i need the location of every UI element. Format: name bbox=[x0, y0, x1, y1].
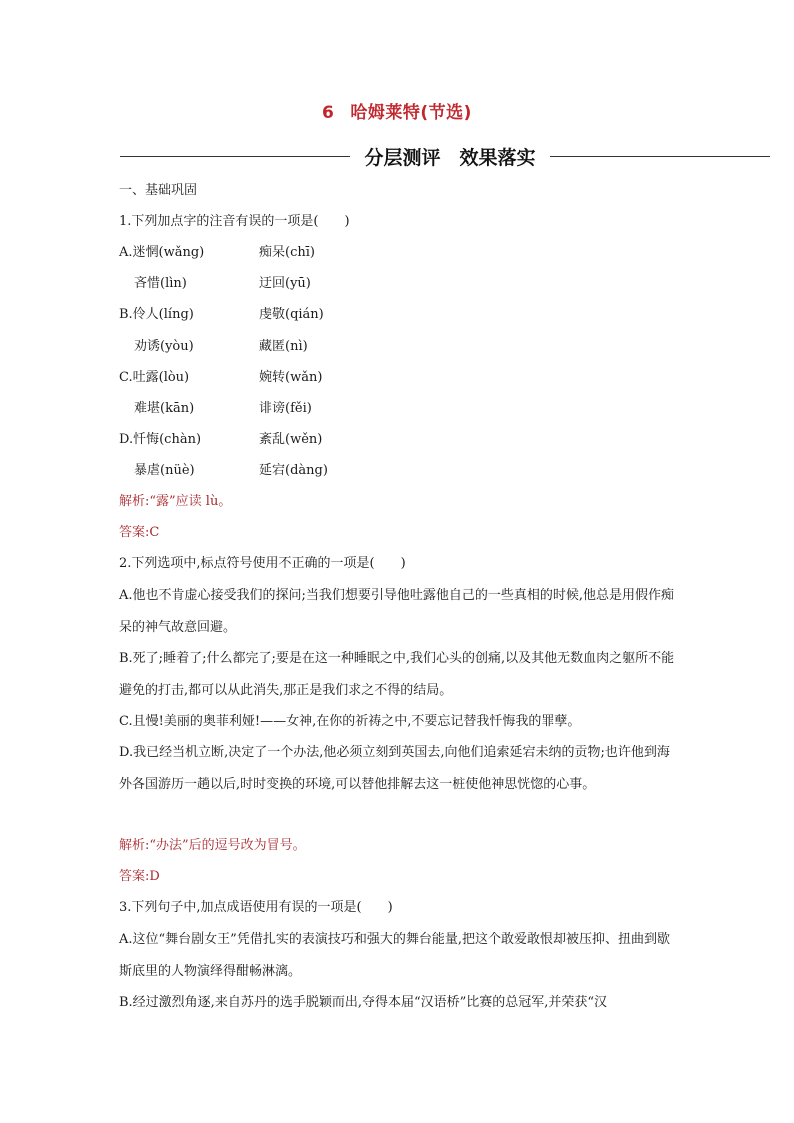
q2-option-a: A.他也不肯虚心接受我们的探问;当我们想要引导他吐露他自己的一些真相的时候,他总是用假作痴呆的神气故意回避。 bbox=[119, 588, 675, 635]
q1-option: 痴呆(chī) bbox=[259, 245, 315, 260]
lesson-title: 哈姆莱特(节选) bbox=[350, 103, 472, 123]
q1-answer: 答案:C bbox=[119, 525, 160, 540]
q2-analysis: 解析:“办法”后的逗号改为冒号。 bbox=[119, 838, 306, 853]
q3-stem: 3.下列句子中,加点成语使用有误的一项是( ) bbox=[119, 900, 393, 915]
q3-option-b: B.经过激烈角逐,来自苏丹的选手脱颖而出,夺得本届“汉语桥”比赛的总冠军,并荣获“汉 bbox=[119, 995, 608, 1010]
q1-option: 紊乱(wěn) bbox=[259, 432, 323, 447]
q1-option: 暴虐(nüè) bbox=[134, 463, 195, 478]
q1-row-b2 bbox=[134, 337, 308, 357]
q1-row-d2 bbox=[134, 461, 328, 481]
q1-option: C.吐露(lòu) bbox=[119, 370, 190, 385]
q1-option: 延宕(dàng) bbox=[259, 463, 328, 478]
q1-row-b1 bbox=[119, 305, 324, 325]
q1-option: 劝诱(yòu) bbox=[134, 339, 194, 354]
q1-option: 难堪(kān) bbox=[134, 401, 195, 416]
q1-option: 迂回(yū) bbox=[259, 276, 311, 291]
q1-row-c1 bbox=[119, 368, 323, 388]
q1-option: A.迷惘(wǎng) bbox=[119, 245, 205, 260]
lesson-number: 6 bbox=[322, 103, 335, 123]
q1-option: 藏匿(nì) bbox=[259, 339, 308, 354]
q2-option-b: B.死了;睡着了;什么都完了;要是在这一种睡眠之中,我们心头的创痛,以及其他无数血肉之躯所不能避免的打击,都可以从此消失,那正是我们求之不得的结局。 bbox=[119, 651, 675, 698]
q1-stem: 1.下列加点字的注音有误的一项是( ) bbox=[119, 214, 350, 229]
q2-option-d: D.我已经当机立断,决定了一个办法,他必须立刻到英国去,向他们追索延宕未纳的贡物;也许他到海外各国游历一趟以后,时时变换的环境,可以替他排解去这一桩使他神思恍惚的心事。 bbox=[119, 745, 670, 792]
q3-option-a: A.这位“舞台剧女王”凭借扎实的表演技巧和强大的舞台能量,把这个敢爱敢恨却被压抑、扭曲到歇斯底里的人物演绎得酣畅淋漓。 bbox=[119, 932, 670, 979]
q1-option: 吝惜(lìn) bbox=[134, 276, 187, 291]
q1-option: D.忏悔(chàn) bbox=[119, 432, 202, 447]
q1-analysis: 解析:“露”应读 lù。 bbox=[119, 494, 232, 509]
q1-row-c2 bbox=[134, 399, 312, 419]
section-banner bbox=[120, 143, 770, 171]
q2-answer: 答案:D bbox=[119, 869, 160, 884]
q1-row-a1 bbox=[119, 243, 315, 263]
q1-option: B.伶人(líng) bbox=[119, 307, 194, 322]
banner-rule-right bbox=[550, 156, 770, 157]
q1-option: 诽谤(fěi) bbox=[259, 401, 312, 416]
q2-stem: 2.下列选项中,标点符号使用不正确的一项是( ) bbox=[119, 556, 406, 571]
section-heading: 一、基础巩固 bbox=[119, 183, 198, 198]
q2-option-c: C.且慢!美丽的奥菲利娅!——女神,在你的祈祷之中,不要忘记替我忏悔我的罪孽。 bbox=[119, 714, 581, 729]
page-title bbox=[0, 98, 794, 123]
banner-label: 分层测评 效果落实 bbox=[364, 147, 536, 169]
q1-option: 婉转(wǎn) bbox=[259, 370, 323, 385]
q1-row-a2 bbox=[134, 274, 311, 294]
banner-rule-left bbox=[120, 156, 350, 157]
q1-option: 虔敬(qián) bbox=[259, 307, 324, 322]
q1-row-d1 bbox=[119, 430, 323, 450]
